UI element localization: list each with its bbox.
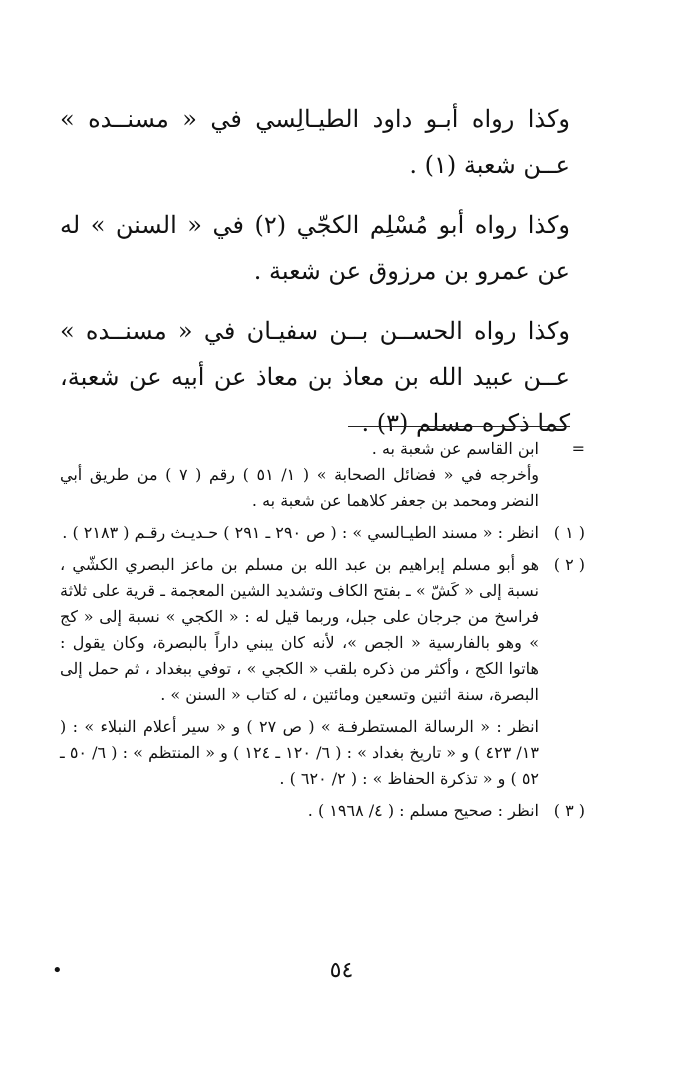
footnote-1 — [60, 520, 585, 546]
footnote-marker: ( ١ ) — [553, 523, 585, 542]
continuation-marker: = — [571, 439, 585, 458]
footnote-3 — [60, 798, 585, 824]
main-text — [60, 96, 570, 460]
footnote-marker: ( ٢ ) — [553, 555, 585, 574]
footnotes — [60, 436, 585, 830]
footnote-marker: ( ٣ ) — [553, 801, 585, 820]
footnote-continuation — [60, 436, 585, 514]
footnote-line: وأخرجه في « فضائل الصحابة » ( ١/ ٥١ ) رقم ( ٧ ) من طريق أبي النضر ومحمد بن جعفر كلاهما عن شعبة به . — [60, 465, 540, 510]
footnote-2 — [60, 552, 585, 792]
footnote-text: هو أبو مسلم إبراهيم بن عبد الله بن مسلم بن ماعز البصري الكشّي ، نسبة إلى « كَشّ » ـ بفتح الكاف وتشديد الشين المعجمة ـ قرية على ثلاثة فراسخ من جرجان على جبل، وربما قيل له : « الكجي » نسبة إلى « كج » وهو بالفارسية « الجص »، لأنه كان يبني داراً بالبصرة، وكان يقول : هاتوا الكج ، وأكثر من ذكره بلقب « الكجي » ، توفي ببغداد ، ثم حمل إلى البصرة، سنة اثنين وتسعين ومائتين ، له كتاب « السنن » . — [60, 555, 540, 704]
footnote-text: انظر : « مسند الطيـالسي » : ( ص ٢٩٠ ـ ٢٩١ ) حـديـث رقـم ( ٢١٨٣ ) . — [62, 523, 539, 542]
footnote-text: انظر : صحيح مسلم : ( ٤/ ١٩٦٨ ) . — [307, 801, 539, 820]
main-paragraph: وكذا رواه الحســن بــن سفيـان في « مسنــده » عــن عبيد الله بن معاذ بن معاذ عن أبيه عن شعبة، كما ذكره مسلم (٣) . — [60, 317, 570, 437]
margin-mark: • — [52, 960, 63, 981]
footnote-separator — [348, 426, 570, 427]
footnote-line: ابن القاسم عن شعبة به . — [371, 439, 539, 458]
page-number: ٥٤ — [329, 958, 354, 983]
main-paragraph: وكذا رواه أبـو داود الطيـالِسي في « مسنــده » عــن شعبة (١) . — [60, 105, 570, 179]
main-paragraph: وكذا رواه أبو مُسْلِم الكجّي (٢) في « السنن » له عن عمرو بن مرزوق عن شعبة . — [60, 211, 571, 285]
footnote-references: انظر : « الرسالة المستطرفـة » ( ص ٢٧ ) و « سير أعلام النبلاء » : ( ١٣/ ٤٢٣ ) و « تاريخ بغداد » : ( ٦/ ١٢٠ ـ ١٢٤ ) و « المنتظم » : ( ٦/ ٥٠ ـ ٥٢ ) و « تذكرة الحفاظ » : ( ٢/ ٦٢٠ ) . — [60, 717, 539, 788]
